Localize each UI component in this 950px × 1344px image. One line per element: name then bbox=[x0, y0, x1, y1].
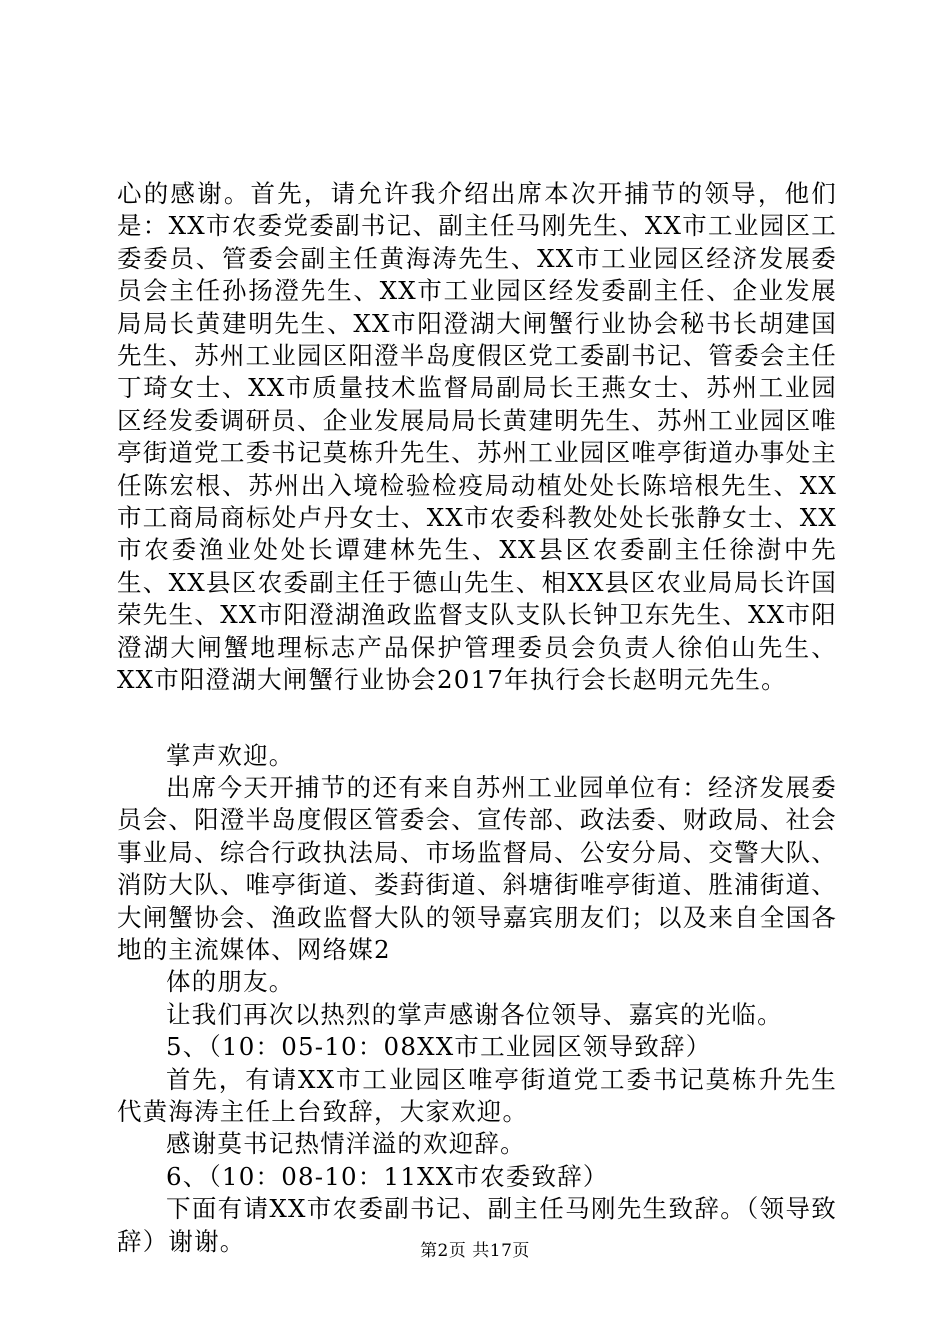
page-number-footer: 第2页 共17页 bbox=[420, 1241, 530, 1261]
section-heading-5: 5、（10：05-10：08XX市工业园区领导致辞） bbox=[166, 1032, 712, 1062]
paragraph-media-friends: 体的朋友。 bbox=[166, 967, 295, 997]
paragraph-invite-speech: 首先，有请XX市工业园区唯亭街道党工委书记莫栋升先生代黄海涛主任上台致辞，大家欢迎。 bbox=[117, 1064, 837, 1126]
paragraph-attending-units: 出席今天开捕节的还有来自苏州工业园单位有：经济发展委员会、阳澄半岛度假区管委会、宣传部、政法委、财政局、社会事业局、综合行政执法局、市场监督局、公安分局、交警大队、消防大队、唯亭街道、娄葑街道、斜塘街唯亭街道、胜浦街道、大闸蟹协会、渔政监督大队的领导嘉宾朋友们；以及来自全国各地的主流媒体、网络媒2 bbox=[117, 772, 837, 964]
paragraph-thanks: 让我们再次以热烈的掌声感谢各位领导、嘉宾的光临。 bbox=[166, 999, 783, 1029]
paragraph-thanks-speech: 感谢莫书记热情洋溢的欢迎辞。 bbox=[166, 1129, 526, 1159]
paragraph-leader-list: 心的感谢。首先，请允许我介绍出席本次开捕节的领导，他们是：XX市农委党委副书记、副主任马刚先生、XX市工业园区工委委员、管委会副主任黄海涛先生、XX市工业园区经济发展委员会主任孙扬澄先生、XX市工业园区经发委副主任、企业发展局局长黄建明先生、XX市阳澄湖大闸蟹行业协会秘书长胡建国先生、苏州工业园区阳澄半岛度假区党工委副书记、管委会主任丁琦女士、XX市质量技术监督局副局长王燕女士、苏州工业园区经发委调研员、企业发展局局长黄建明先生、苏州工业园区唯亭街道党工委书记莫栋升先生、苏州工业园区唯亭街道办事处主任陈宏根、苏州出入境检验检疫局动植处处长陈培根先生、XX市工商局商标处卢丹女士、XX市农委科教处处长张静女士、XX市农委渔业处处长谭建林先生、XX县区农委副主任徐澍中先生、XX县区农委副主任于德山先生、相XX县区农业局局长许国荣先生、XX市阳澄湖渔政监督支队支队长钟卫东先生、XX市阳澄湖大闸蟹地理标志产品保护管理委员会负责人徐伯山先生、XX市阳澄湖大闸蟹行业协会2017年执行会长赵明元先生。 bbox=[117, 179, 837, 695]
paragraph-applause: 掌声欢迎。 bbox=[166, 740, 295, 770]
section-heading-6: 6、（10：08-10：11XX市农委致辞） bbox=[166, 1161, 609, 1191]
document-body bbox=[117, 178, 837, 1258]
paragraph-spacer bbox=[117, 697, 837, 740]
paragraph-agri-speech: 下面有请XX市农委副书记、副主任马刚先生致辞。（领导致辞）谢谢。 bbox=[117, 1194, 837, 1256]
